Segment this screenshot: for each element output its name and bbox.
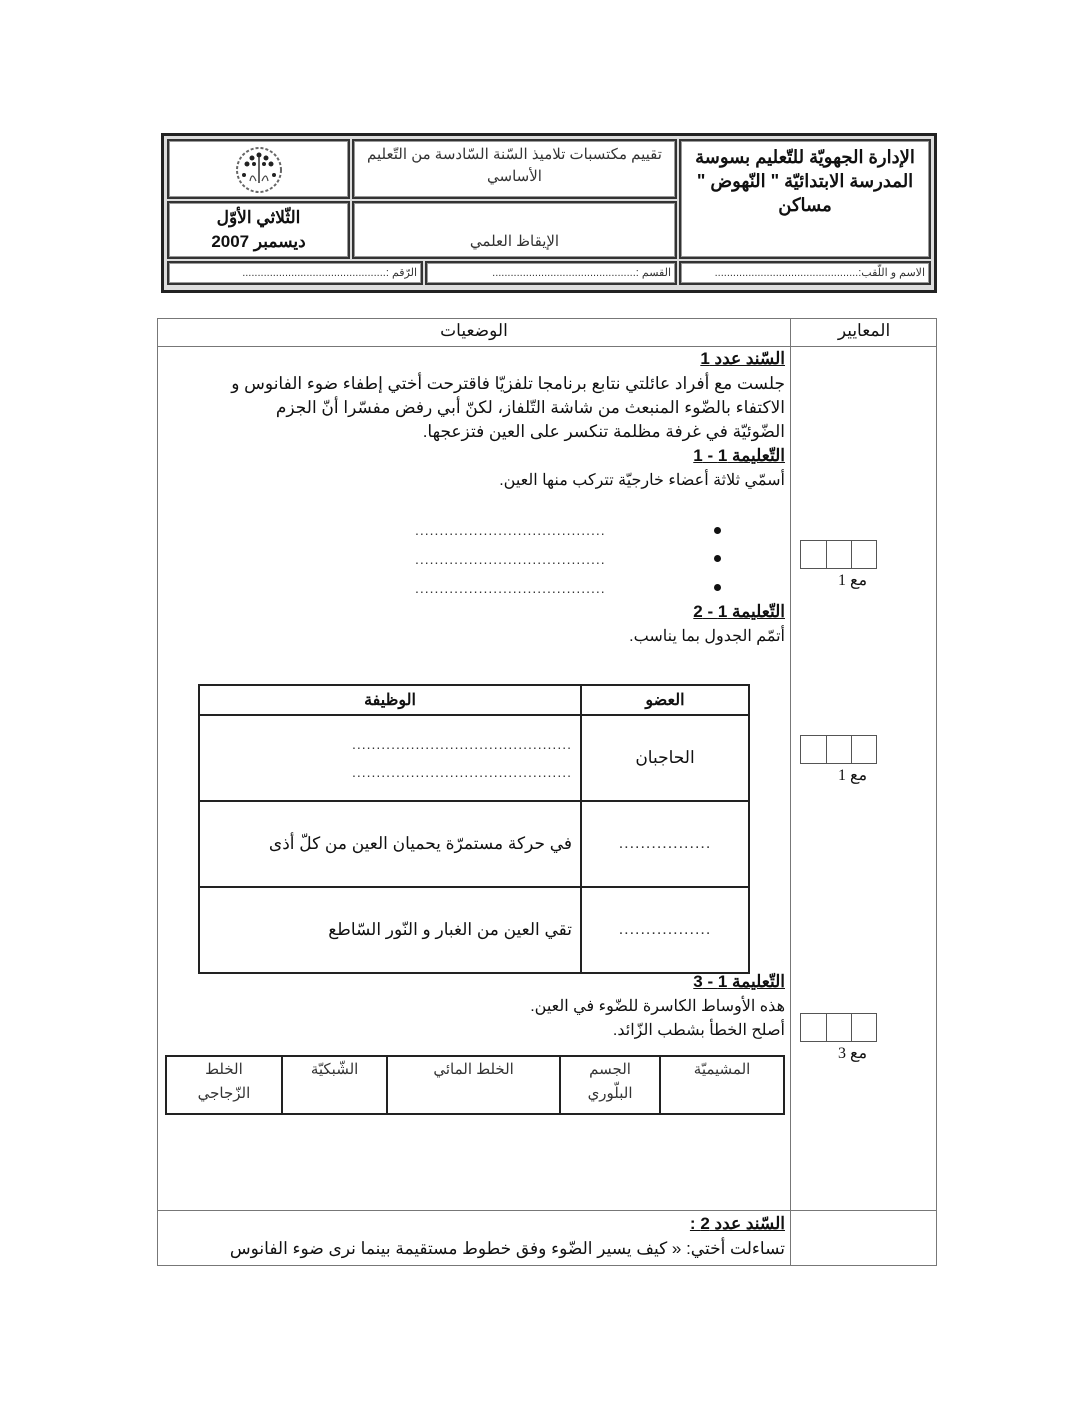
media-cell[interactable] <box>282 1056 387 1114</box>
answer-line[interactable]: ............................................. <box>351 736 572 752</box>
section1-text-line: جلست مع أفراد عائلتي نتابع برنامجا تلفزيّا فاقترحت أختي إطفاء ضوء الفانوس و <box>231 374 785 393</box>
number-dots: ............................................... <box>242 267 386 279</box>
media-label: الخلط المائي <box>433 1061 514 1078</box>
media-label: المشيميّة <box>693 1061 751 1078</box>
media-cell[interactable] <box>166 1056 282 1114</box>
name-label: الاسم و اللّقب: <box>858 267 925 279</box>
date: ديسمبر 2007 <box>211 232 306 251</box>
q3-prompt-line: أصلح الخطأ بشطب الزّائد. <box>612 1022 785 1039</box>
number-label: الرّقم : <box>385 267 417 279</box>
media-label: الجسم <box>589 1061 631 1078</box>
organ-cell[interactable]: ................. <box>581 887 749 973</box>
table-header-organ: العضو <box>581 685 749 715</box>
section2 <box>160 1212 785 1261</box>
class-dots: ............................................... <box>492 267 636 279</box>
q1-prompt: أسمّي ثلاثة أعضاء خارجيّة تتركب منها العين. <box>499 472 785 489</box>
term: الثّلاثي الأوّل <box>216 208 301 227</box>
logo-cell <box>167 139 350 199</box>
admin-cell <box>679 139 931 259</box>
media-cell[interactable] <box>560 1056 660 1114</box>
media-label: الخلط <box>205 1061 243 1078</box>
answer-line[interactable]: ....................................... <box>415 551 606 567</box>
answer-line[interactable]: ....................................... <box>415 522 606 538</box>
media-label: الزّجاجي <box>197 1085 251 1102</box>
organ-cell: الحاجبان <box>581 715 749 801</box>
admin-line: المدرسة الابتدائيّة " النّهوض " <box>696 171 914 191</box>
bullet-icon <box>714 527 721 534</box>
class-label: القسم : <box>635 267 671 279</box>
subject-cell <box>352 201 677 259</box>
situations-header: الوضعيات <box>440 321 508 340</box>
criterion-label: مع 1 <box>838 572 868 589</box>
organ-cell[interactable]: ................. <box>581 801 749 887</box>
organ-function-table <box>198 684 750 974</box>
header-frame <box>161 133 937 293</box>
criterion-label: مع 1 <box>838 767 868 784</box>
section2-text: تساءلت أختي: « كيف يسير الضّوء وفق خطوط مستقيمة بينما نرى ضوء الفانوس <box>229 1239 785 1258</box>
table-row <box>199 887 749 973</box>
q2-title: التّعليمة 1 - 2 <box>693 602 785 621</box>
admin-line: مساكن <box>778 195 832 215</box>
exam-title-cell <box>352 139 677 199</box>
function-cell[interactable] <box>199 715 581 801</box>
table-header-function: الوظيفة <box>199 685 581 715</box>
function-cell: تقي العين من الغبار و النّور السّاطع <box>199 887 581 973</box>
media-label: البلّوري <box>587 1085 633 1102</box>
bullet-icon <box>714 555 721 562</box>
section-divider <box>158 1210 936 1211</box>
admin-line: الإدارة الجهويّة للتّعليم بسوسة <box>695 147 915 167</box>
q2-prompt: أتمّم الجدول بما يناسب. <box>629 628 785 645</box>
q2 <box>160 600 785 649</box>
name-dots: ............................................... <box>714 267 859 279</box>
media-cell[interactable] <box>387 1056 560 1114</box>
q3-title: التّعليمة 1 - 3 <box>693 972 785 991</box>
term-cell <box>167 201 350 259</box>
q3-prompt-line: هذه الأوساط الكاسرة للضّوء في العين. <box>530 998 785 1015</box>
subject: الإيقاظ العلمي <box>469 233 560 250</box>
column-divider <box>790 319 791 1265</box>
criterion-label: مع 3 <box>838 1045 868 1062</box>
answer-line[interactable]: ............................................. <box>351 764 572 780</box>
number-field[interactable] <box>167 261 423 285</box>
answer-line[interactable]: ....................................... <box>415 580 606 596</box>
media-cell[interactable] <box>660 1056 784 1114</box>
section2-title: السّند عدد 2 : <box>689 1214 785 1233</box>
score-box[interactable] <box>800 540 877 569</box>
function-cell: في حركة مستمرّة يحميان العين من كلّ أذى <box>199 801 581 887</box>
score-box[interactable] <box>800 1013 877 1042</box>
name-field[interactable] <box>679 261 931 285</box>
class-field[interactable] <box>425 261 677 285</box>
score-box[interactable] <box>800 735 877 764</box>
q3 <box>160 970 785 1043</box>
section1-text-line: الضّوئيّة في غرفة مظلمة تنكسر على العين فتزعجها. <box>422 422 785 441</box>
media-label: الشّبكيّة <box>310 1061 359 1078</box>
exam-title: تقييم مكتسبات تلاميذ السّنة السّادسة من التّعليم الأساسي <box>367 146 662 185</box>
criteria-header: المعايير <box>837 321 891 340</box>
section1-title: السّند عدد 1 <box>700 349 785 368</box>
table-row <box>199 715 749 801</box>
section1-text-line: الاكتفاء بالضّوء المنبعث من شاشة التّلفاز، لكنّ أبي رفض مفسّرا أنّ الجزم <box>275 398 785 417</box>
section1 <box>160 347 785 493</box>
table-row <box>199 801 749 887</box>
bullet-icon <box>714 584 721 591</box>
school-emblem-icon <box>234 145 284 195</box>
refractive-media-table <box>165 1055 785 1115</box>
q1-title: التّعليمة 1 - 1 <box>693 446 785 465</box>
